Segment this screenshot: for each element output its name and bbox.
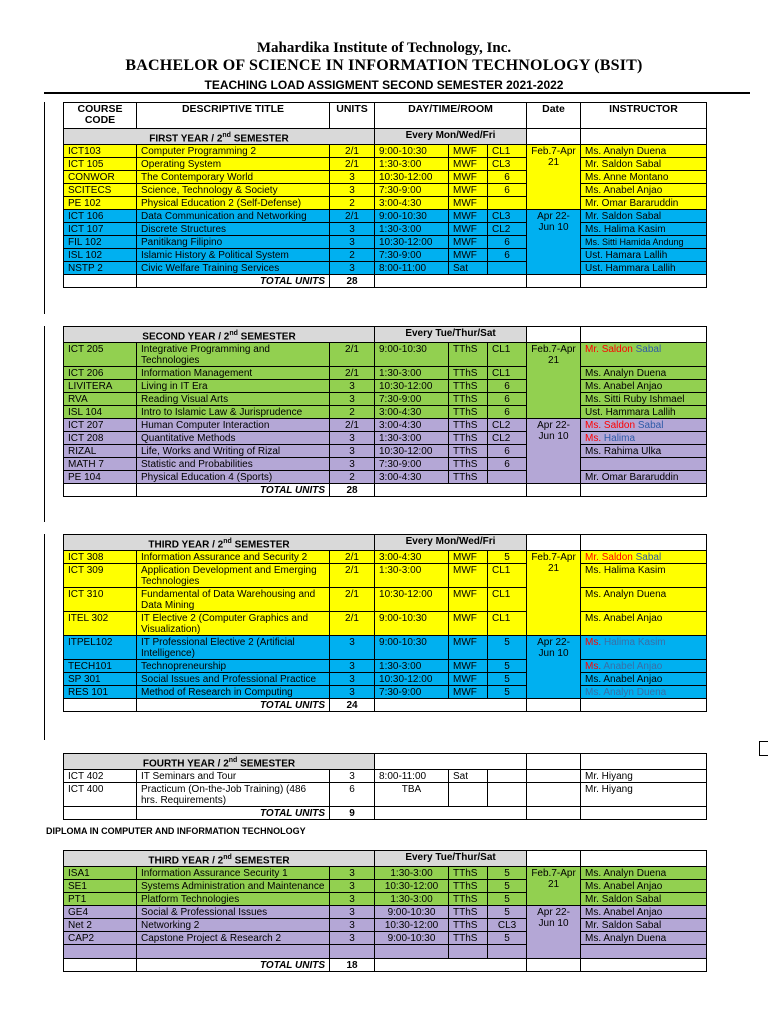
margin-line: [44, 534, 45, 740]
total-units: 24: [330, 699, 375, 712]
date-range: Feb.7-Apr 21: [527, 551, 581, 636]
table-row: ITEL 302 IT Elective 2 (Computer Graphics and Visualization) 2/1 9:00-10:30 MWF CL1 Ms. Anabel Anjao: [64, 612, 707, 636]
table-row: RVA Reading Visual Arts 3 7:30-9:00 TThS 6 Ms. Sitti Ruby Ishmael: [64, 393, 707, 406]
total-units: 28: [330, 484, 375, 497]
diploma-third-year-table: [63, 850, 707, 972]
table-row: ISL 102 Islamic History & Political System 2 7:30-9:00 MWF 6 Ust. Hamara Lallih: [64, 249, 707, 262]
section-schedule: Every Tue/Thur/Sat: [375, 851, 527, 867]
col-units: UNITS: [330, 103, 375, 129]
table-row: NSTP 2 Civic Welfare Training Services 3 8:00-11:00 Sat Ust. Hammara Lallih: [64, 262, 707, 275]
table-row: ICT 308 Information Assurance and Security 2 2/1 3:00-4:30 MWF 5 Feb.7-Apr 21 Mr. Saldon Sabal: [64, 551, 707, 564]
third-year-table: [63, 534, 707, 712]
date-range: Apr 22-Jun 10: [527, 906, 581, 959]
table-row: ICT 107 Discrete Structures 3 1:30-3:00 MWF CL2 Ms. Halima Kasim: [64, 223, 707, 236]
date-range: Apr 22-Jun 10: [527, 636, 581, 699]
date-range: Feb.7-Apr 21: [527, 343, 581, 419]
table-row: ICT103 Computer Programming 2 2/1 9:00-10:30 MWF CL1 Feb.7-Apr 21 Ms. Analyn Duena: [64, 145, 707, 158]
date-range: Apr 22-Jun 10: [527, 210, 581, 275]
total-units: 28: [330, 275, 375, 288]
section-title: FOURTH YEAR / 2nd SEMESTER: [64, 754, 375, 770]
institute-name: Mahardika Institute of Technology, Inc.: [256, 40, 512, 56]
table-row: ICT 106 Data Communication and Networking 2/1 9:00-10:30 MWF CL3 Apr 22-Jun 10 Mr. Saldon Sabal: [64, 210, 707, 223]
total-units: 18: [330, 959, 375, 972]
table-row: CONWOR The Contemporary World 3 10:30-12:00 MWF 6 Ms. Anne Montano: [64, 171, 707, 184]
table-row: ISA1 Information Assurance Security 1 3 1:30-3:00 TThS 5 Feb.7-Apr 21 Ms. Analyn Duena: [64, 867, 707, 880]
table-row: ICT 310 Fundamental of Data Warehousing and Data Mining 2/1 10:30-12:00 MWF CL1 Ms. Analyn Duena: [64, 588, 707, 612]
col-day-time-room: DAY/TIME/ROOM: [375, 103, 527, 129]
table-row: ITPEL102 IT Professional Elective 2 (Artificial Intelligence) 3 9:00-10:30 MWF 5 Apr 22-Jun 10 Ms. Halima Kasim: [64, 636, 707, 660]
table-row: [64, 945, 707, 959]
header-rule: [44, 92, 750, 94]
table-row: Net 2 Networking 2 3 10:30-12:00 TThS CL3 Mr. Saldon Sabal: [64, 919, 707, 932]
table-row: CAP2 Capstone Project & Research 2 3 9:00-10:30 TThS 5 Ms. Analyn Duena: [64, 932, 707, 945]
section-title: SECOND YEAR / 2nd SEMESTER: [64, 327, 375, 343]
table-row: GE4 Social & Professional Issues 3 9:00-10:30 TThS 5 Apr 22-Jun 10 Ms. Anabel Anjao: [64, 906, 707, 919]
table-row: SP 301 Social Issues and Professional Practice 3 10:30-12:00 MWF 5 Ms. Anabel Anjao: [64, 673, 707, 686]
first-year-table: [63, 102, 707, 288]
total-units: 9: [330, 807, 375, 820]
program-title: BACHELOR OF SCIENCE IN INFORMATION TECHNOLOGY (BSIT): [125, 57, 643, 74]
date-range: Apr 22-Jun 10: [527, 419, 581, 484]
fourth-year-table: [63, 753, 707, 820]
table-row: PE 102 Physical Education 2 (Self-Defense) 2 3:00-4:30 MWF Mr. Omar Bararuddin: [64, 197, 707, 210]
col-instructor: INSTRUCTOR: [581, 103, 707, 129]
diploma-title: DIPLOMA IN COMPUTER AND INFORMATION TECHNOLOGY: [46, 826, 306, 836]
table-row: ICT 309 Application Development and Emerging Technologies 2/1 1:30-3:00 MWF CL1 Ms. Halima Kasim: [64, 564, 707, 588]
table-row: ICT 208 Quantitative Methods 3 1:30-3:00 TThS CL2 Ms. Halima: [64, 432, 707, 445]
table-row: ICT 206 Information Management 2/1 1:30-3:00 TThS CL1 Ms. Analyn Duena: [64, 367, 707, 380]
date-range: Feb.7-Apr 21: [527, 867, 581, 906]
document-subtitle: TEACHING LOAD ASSIGMENT SECOND SEMESTER 2021-2022: [204, 78, 564, 92]
table-row: ICT 402 IT Seminars and Tour 3 8:00-11:00 Sat Mr. Hiyang: [64, 770, 707, 783]
total-row: TOTAL UNITS 28: [64, 484, 707, 497]
table-row: PT1 Platform Technologies 3 1:30-3:00 TThS 5 Mr. Saldon Sabal: [64, 893, 707, 906]
col-course-code: COURSE CODE: [64, 103, 137, 129]
table-row: ICT 105 Operating System 2/1 1:30-3:00 MWF CL3 Mr. Saldon Sabal: [64, 158, 707, 171]
total-row: TOTAL UNITS 28: [64, 275, 707, 288]
table-row: ICT 207 Human Computer Interaction 2/1 3:00-4:30 TThS CL2 Apr 22-Jun 10 Ms. Saldon Sabal: [64, 419, 707, 432]
section-schedule: Every Mon/Wed/Fri: [375, 129, 527, 145]
section-title: THIRD YEAR / 2nd SEMESTER: [64, 535, 375, 551]
table-row: ICT 205 Integrative Programming and Technologies 2/1 9:00-10:30 TThS CL1 Feb.7-Apr 21 Mr. Saldon Sabal: [64, 343, 707, 367]
second-year-table: [63, 326, 707, 497]
date-range: Feb.7-Apr 21: [527, 145, 581, 210]
table-row: PE 104 Physical Education 4 (Sports) 2 3:00-4:30 TThS Mr. Omar Bararuddin: [64, 471, 707, 484]
table-row: SE1 Systems Administration and Maintenance 3 10:30-12:00 TThS 5 Ms. Anabel Anjao: [64, 880, 707, 893]
section-schedule: Every Tue/Thur/Sat: [375, 327, 527, 343]
table-row: LIVITERA Living in IT Era 3 10:30-12:00 TThS 6 Ms. Anabel Anjao: [64, 380, 707, 393]
table-row: ICT 400 Practicum (On-the-Job Training) (486 hrs. Requirements) 6 TBA Mr. Hiyang: [64, 783, 707, 807]
corner-mark: [759, 741, 768, 756]
total-row: TOTAL UNITS 18: [64, 959, 707, 972]
table-row: RES 101 Method of Research in Computing 3 7:30-9:00 MWF 5 Ms. Analyn Duena: [64, 686, 707, 699]
table-row: SCITECS Science, Technology & Society 3 7:30-9:00 MWF 6 Ms. Anabel Anjao: [64, 184, 707, 197]
table-row: MATH 7 Statistic and Probabilities 3 7:30-9:00 TThS 6: [64, 458, 707, 471]
table-row: ISL 104 Intro to Islamic Law & Jurisprudence 2 3:00-4:30 TThS 6 Ust. Hammara Lallih: [64, 406, 707, 419]
section-title: FIRST YEAR / 2nd SEMESTER: [64, 129, 375, 145]
table-row: RIZAL Life, Works and Writing of Rizal 3 10:30-12:00 TThS 6 Ms. Rahima Ulka: [64, 445, 707, 458]
total-row: TOTAL UNITS 9: [64, 807, 707, 820]
margin-line: [44, 102, 45, 314]
col-date: Date: [527, 103, 581, 129]
total-row: TOTAL UNITS 24: [64, 699, 707, 712]
section-schedule: Every Mon/Wed/Fri: [375, 535, 527, 551]
section-title: THIRD YEAR / 2nd SEMESTER: [64, 851, 375, 867]
col-descriptive-title: DESCRIPTIVE TITLE: [137, 103, 330, 129]
table-row: FIL 102 Panitikang Filipino 3 10:30-12:00 MWF 6 Ms. Sitti Hamida Andung: [64, 236, 707, 249]
table-row: TECH101 Technopreneurship 3 1:30-3:00 MWF 5 Ms. Anabel Anjao: [64, 660, 707, 673]
margin-line: [44, 326, 45, 522]
